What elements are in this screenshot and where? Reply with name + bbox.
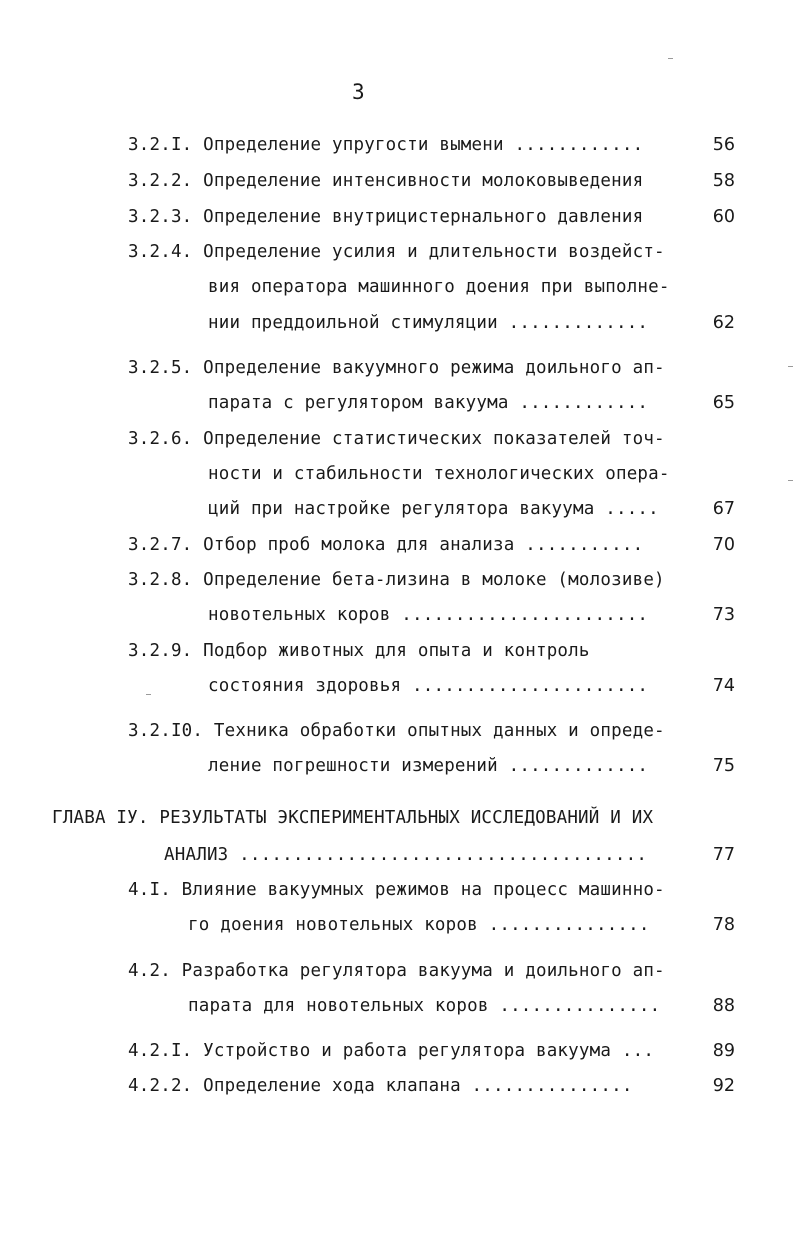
toc-line: 3.2.6. Определение статистических показателей точ- <box>128 429 665 449</box>
toc-line: 3.2.I. Определение упругости вымени ............ <box>128 135 644 155</box>
toc-line: 4.I. Влияние вакуумных режимов на процесс машинно- <box>128 880 665 900</box>
toc-page-number: 62 <box>712 313 735 333</box>
toc-line: ление погрешности измерений ............. <box>208 756 649 776</box>
toc-page-number: 92 <box>712 1076 735 1096</box>
toc-page-number: 65 <box>712 393 735 413</box>
toc-line: го доения новотельных коров ............... <box>188 915 650 935</box>
toc-line: 4.2. Разработка регулятора вакуума и доильного ап- <box>128 961 665 981</box>
toc-line: состояния здоровья ...................... <box>208 676 649 696</box>
toc-line: нии преддоильной стимуляции ............. <box>208 313 649 333</box>
toc-line: парата с регулятором вакуума ............ <box>208 393 649 413</box>
toc-line: 3.2.5. Определение вакуумного режима доильного ап- <box>128 358 665 378</box>
toc-page-number: 70 <box>712 535 735 555</box>
toc-page-number: 58 <box>712 171 735 191</box>
toc-line: 3.2.3. Определение внутрицистернального давления <box>128 207 644 227</box>
toc-line: 3.2.2. Определение интенсивности молоковыведения <box>128 171 644 191</box>
toc-page-number: 60 <box>712 207 735 227</box>
toc-line: вия оператора машинного доения при выполне- <box>208 277 670 297</box>
toc-line: парата для новотельных коров ............... <box>188 996 661 1016</box>
toc-line: 3.2.9. Подбор животных для опыта и контроль <box>128 641 590 661</box>
toc-line: 4.2.I. Устройство и работа регулятора вакуума ... <box>128 1041 655 1061</box>
toc-page-number: 67 <box>712 499 735 519</box>
toc-line: АНАЛИЗ ...................................... <box>164 845 648 865</box>
toc-page-number: 89 <box>712 1041 735 1061</box>
toc-line: 3.2.4. Определение усилия и длительности воздейст- <box>128 242 665 262</box>
toc-line: ности и стабильности технологических опера- <box>208 464 670 484</box>
toc-line: новотельных коров ....................... <box>208 605 649 625</box>
toc-line: 3.2.7. Отбор проб молока для анализа ........... <box>128 535 644 555</box>
scan-mark <box>788 480 793 481</box>
toc-page-number: 56 <box>712 135 735 155</box>
toc-page-number: 88 <box>712 996 735 1016</box>
toc-line: 4.2.2. Определение хода клапана ............... <box>128 1076 633 1096</box>
toc-line: 3.2.I0. Техника обработки опытных данных и опреде- <box>128 721 665 741</box>
scan-mark <box>146 694 151 695</box>
toc-line: ций при настройке регулятора вакуума ..... <box>208 499 659 519</box>
toc-page-number: 78 <box>712 915 735 935</box>
scan-mark <box>788 366 793 367</box>
scan-mark <box>668 58 673 59</box>
toc-line: 3.2.8. Определение бета-лизина в молоке (молозиве) <box>128 570 665 590</box>
toc-page-number: 74 <box>712 676 735 696</box>
toc-page-number: 77 <box>712 845 735 865</box>
toc-page-number: 75 <box>712 756 735 776</box>
page-number: 3 <box>352 80 365 104</box>
toc-line: ГЛАВА IУ. РЕЗУЛЬТАТЫ ЭКСПЕРИМЕНТАЛЬНЫХ ИССЛЕДОВАНИЙ И ИХ <box>52 808 654 828</box>
toc-page-number: 73 <box>712 605 735 625</box>
